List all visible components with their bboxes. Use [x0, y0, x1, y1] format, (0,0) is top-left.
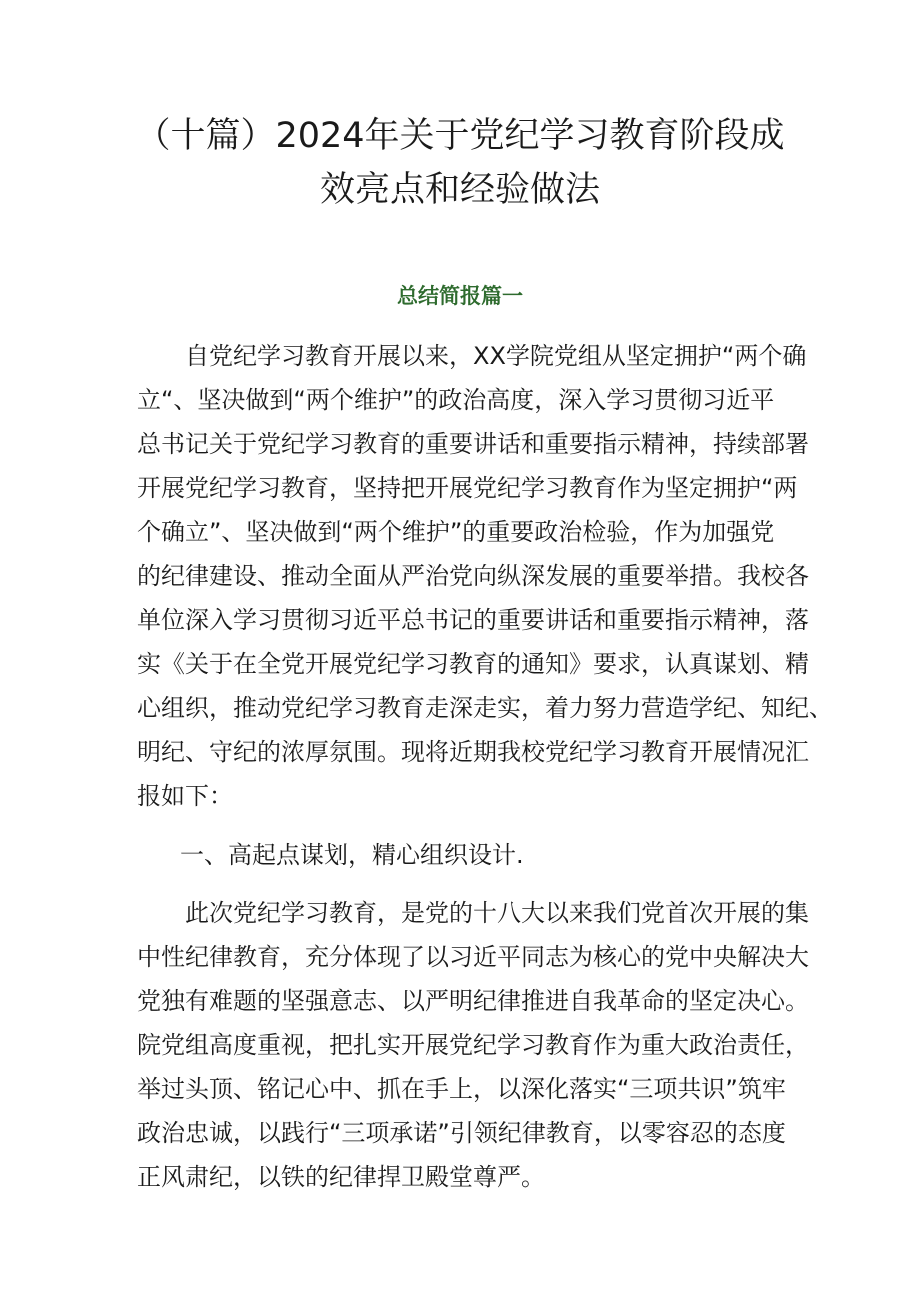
paragraph-2-line: 政治忠诚，以践行“三项承诺”引领纪律教育，以零容忍的态度 — [137, 1119, 786, 1147]
paragraph-1-line: 的纪律建设、推动全面从严治党向纵深发展的重要举措。我校各 — [137, 562, 809, 590]
paragraph-2-line: 此次党纪学习教育，是党的十八大以来我们党首次开展的集 — [185, 899, 809, 927]
paragraph-1-line: 个确立”、坚决做到“两个维护”的重要政治检验，作为加强党 — [137, 518, 775, 546]
document-title-line-2: 效亮点和经验做法 — [319, 170, 600, 210]
paragraph-1-line: 立“、坚决做到“两个维护”的政治高度，深入学习贯彻习近平 — [137, 386, 775, 414]
paragraph-2-line: 中性纪律教育，充分体现了以习近平同志为核心的党中央解决大 — [137, 943, 809, 971]
document-title-line-1: （十篇）2024年关于党纪学习教育阶段成 — [135, 116, 785, 156]
paragraph-2-line: 正风肃纪，以铁的纪律捍卫殿堂尊严。 — [137, 1163, 545, 1191]
paragraph-1-line: 报如下： — [137, 782, 233, 810]
paragraph-1-line: 单位深入学习贯彻习近平总书记的重要讲话和重要指示精神，落 — [137, 606, 809, 634]
section-heading: 总结简报篇一 — [397, 284, 523, 308]
paragraph-1-line: 开展党纪学习教育，坚持把开展党纪学习教育作为坚定拥护“两 — [137, 474, 798, 502]
paragraph-2-line: 党独有难题的坚强意志、以严明纪律推进自我革命的坚定决心。 — [137, 987, 809, 1015]
subheading-1: 一、高起点谋划，精心组织设计. — [180, 841, 524, 869]
paragraph-2-line: 举过头顶、铭记心中、抓在手上，以深化落实“三项共识”筑牢 — [137, 1075, 786, 1103]
paragraph-1-line: 总书记关于党纪学习教育的重要讲话和重要指示精神，持续部署 — [137, 430, 809, 458]
paragraph-1-line: 心组织，推动党纪学习教育走深走实，着力努力营造学纪、知纪、 — [137, 694, 833, 722]
paragraph-1-line: 自党纪学习教育开展以来，XX学院党组从坚定拥护“两个确 — [185, 342, 807, 370]
paragraph-1-line: 明纪、守纪的浓厚氛围。现将近期我校党纪学习教育开展情况汇 — [137, 738, 809, 766]
paragraph-2-line: 院党组高度重视，把扎实开展党纪学习教育作为重大政治责任， — [137, 1031, 809, 1059]
paragraph-1-line: 实《关于在全党开展党纪学习教育的通知》要求，认真谋划、精 — [137, 650, 809, 678]
